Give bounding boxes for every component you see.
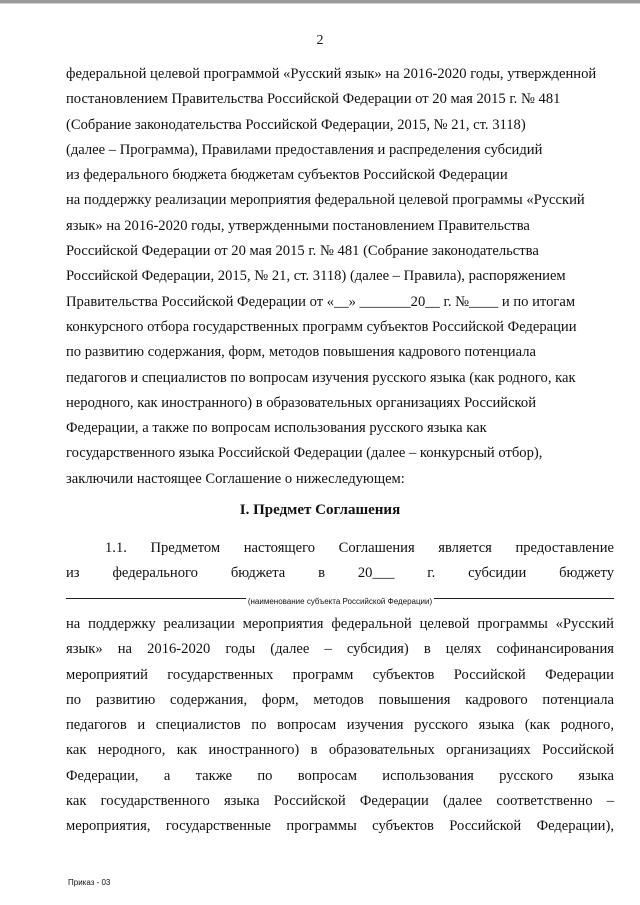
footer-order-code: Приказ - 03 (68, 878, 111, 887)
clause-1-1-line-1: 1.1. Предметом настоящего Соглашения является предоставление (105, 540, 614, 556)
paragraph-line: Федерации, а также по вопросам использования русского языка (66, 767, 614, 784)
paragraph-line: постановлением Правительства Российской Федерации от 20 мая 2015 г. № 481 (66, 91, 561, 108)
clause-1-1-line-2: из федерального бюджета в 20___ г. субсидии бюджету (66, 565, 614, 581)
paragraph-line: по развитию содержания, форм, методов повышения кадрового потенциала (66, 344, 536, 361)
paragraph-preamble (66, 62, 614, 492)
paragraph-line: мероприятий государственных программ субъектов Российской Федерации (66, 666, 614, 683)
paragraph-line: неродного, как иностранного) в образовательных организациях Российской (66, 394, 537, 411)
paragraph-line: федеральной целевой программой «Русский язык» на 2016-2020 годы, утвержденной (66, 66, 597, 82)
section-heading: I. Предмет Соглашения (239, 502, 401, 518)
paragraph-line: как государственного языка Российской Федерации (далее соответственно – (66, 793, 614, 810)
paragraph-line: мероприятия, государственные программы субъектов Российской Федерации), (66, 818, 614, 835)
paragraph-line: (далее – Программа), Правилами предоставления и распределения субсидий (66, 141, 543, 158)
paragraph-line: Российской Федерации, 2015, № 21, ст. 3118) (далее – Правила), распоряжением (66, 268, 566, 285)
paragraph-line: на поддержку реализации мероприятия федеральной целевой программы «Русский (66, 192, 585, 209)
paragraph-line: (Собрание законодательства Российской Федерации, 2015, № 21, ст. 3118) (66, 116, 526, 133)
paragraph-line: из федерального бюджета бюджетам субъектов Российской Федерации (66, 167, 508, 184)
paragraph-line: Федерации, а также по вопросам использования русского языка как (66, 420, 487, 437)
paragraph-line: государственного языка Российской Федерации (далее – конкурсный отбор), (66, 445, 543, 462)
paragraph-line: как неродного, как иностранного) в образовательных организациях Российской (66, 742, 614, 759)
paragraph-line: Российской Федерации от 20 мая 2015 г. № 481 (Собрание законодательства (66, 243, 539, 260)
page-number: 2 (316, 33, 324, 48)
paragraph-line: заключили настоящее Соглашение о нижеследующем: (66, 470, 405, 487)
paragraph-line: педагогов и специалистов по вопросам изучения русского языка (как родного, как (66, 369, 576, 386)
blank-caption-text: (наименование субъекта Российской Федерации) (247, 597, 433, 606)
blank-caption (66, 597, 614, 606)
paragraph-subject (66, 612, 614, 840)
paragraph-line: Правительства Российской Федерации от «__» _______20__ г. №____ и по итогам (66, 293, 576, 310)
paragraph-line: по развитию содержания, форм, методов повышения кадрового потенциала (66, 691, 614, 708)
paragraph-line: педагогов и специалистов по вопросам изучения русского языка (как родного, (66, 717, 614, 734)
paragraph-line: язык» на 2016-2020 годы (далее – субсидия) в целях софинансирования (66, 641, 614, 658)
paragraph-line: конкурсного отбора государственных программ субъектов Российской Федерации (66, 318, 577, 335)
scan-top-border-shadow (0, 3, 640, 4)
paragraph-line: на поддержку реализации мероприятия федеральной целевой программы «Русский (66, 616, 614, 632)
paragraph-line: язык» на 2016-2020 годы, утвержденными постановлением Правительства (66, 217, 530, 234)
